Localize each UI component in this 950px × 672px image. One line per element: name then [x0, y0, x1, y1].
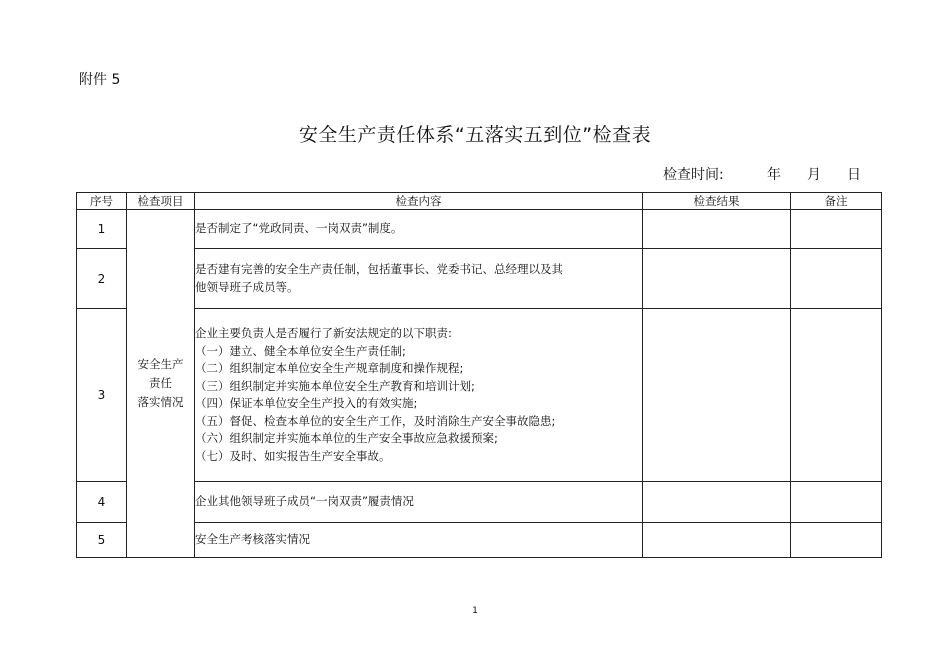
content-line: 是否制定了“党政同责、一岗双责”制度。 — [195, 221, 403, 236]
header-no: 序号 — [77, 193, 127, 210]
content-line: 他领导班子成员等。 — [195, 279, 299, 294]
content-line: （三）组织制定并实施本单位安全生产教育和培训计划; — [195, 378, 475, 393]
category-line: 责任 — [149, 376, 172, 390]
table-header-row — [77, 193, 882, 210]
check-time-day: 日 — [847, 167, 861, 183]
result-cell — [643, 249, 791, 309]
result-cell — [643, 210, 791, 249]
row-number: 1 — [77, 210, 127, 249]
check-time-label: 检查时间: — [663, 167, 724, 183]
result-cell — [643, 309, 791, 482]
remark-cell — [791, 482, 882, 523]
check-time-year: 年 — [767, 167, 781, 183]
content-line: （二）组织制定本单位安全生产规章制度和操作规程; — [195, 361, 464, 375]
row-number: 5 — [77, 523, 127, 558]
content-cell — [195, 249, 643, 309]
content-line: （一）建立、健全本单位安全生产责任制; — [195, 343, 406, 358]
row-number: 2 — [77, 249, 127, 309]
row-number: 4 — [77, 482, 127, 523]
result-cell — [643, 523, 791, 558]
category-cell — [127, 210, 195, 558]
content-line: 企业主要负责人是否履行了新安法规定的以下职责: — [195, 326, 452, 340]
category-line: 落实情况 — [137, 395, 184, 409]
content-line: （六）组织制定并实施本单位的生产安全事故应急救援预案; — [195, 431, 498, 445]
content-line: （五）督促、检查本单位的安全生产工作，及时消除生产安全事故隐患; — [195, 413, 556, 428]
content-cell — [195, 210, 643, 249]
header-remark: 备注 — [791, 193, 882, 210]
attachment-label: 附件 5 — [79, 72, 121, 88]
remark-cell — [791, 523, 882, 558]
table-row — [77, 309, 882, 482]
header-content: 检查内容 — [195, 193, 643, 210]
remark-cell — [791, 210, 882, 249]
category-line: 安全生产 — [137, 357, 184, 371]
check-time-month: 月 — [807, 167, 821, 183]
table-row — [77, 249, 882, 309]
content-line: 是否建有完善的安全生产责任制，包括董事长、党委书记、总经理以及其 — [195, 262, 563, 276]
header-result: 检查结果 — [643, 193, 791, 210]
table-row — [77, 210, 882, 249]
row-number: 3 — [77, 309, 127, 482]
content-line: （七）及时、如实报告生产安全事故。 — [195, 448, 391, 463]
header-item: 检查项目 — [127, 193, 195, 210]
content-cell — [195, 523, 643, 558]
content-cell — [195, 482, 643, 523]
content-line: 企业其他领导班子成员“一岗双责”履责情况 — [195, 494, 414, 509]
remark-cell — [791, 309, 882, 482]
content-line: 安全生产考核落实情况 — [195, 532, 310, 547]
table-row — [77, 523, 882, 558]
page-number: 1 — [472, 606, 478, 616]
content-line: （四）保证本单位安全生产投入的有效实施; — [195, 396, 418, 410]
content-cell — [195, 309, 643, 482]
table-row — [77, 482, 882, 523]
page-title: 安全生产责任体系“五落实五到位”检查表 — [298, 124, 652, 146]
inspection-table — [76, 192, 882, 558]
result-cell — [643, 482, 791, 523]
check-time — [663, 164, 861, 184]
remark-cell — [791, 249, 882, 309]
